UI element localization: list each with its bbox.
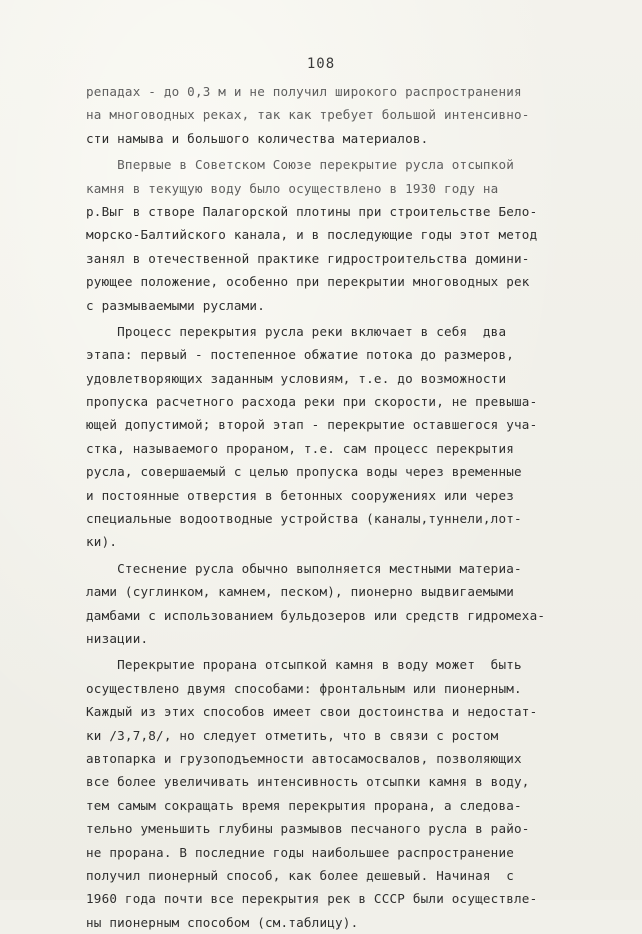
text-line: Процесс перекрытия русла реки включает в себя два [86, 323, 507, 339]
text-line: р.Выг в створе Палагорской плотины при строительстве Бело- [86, 203, 538, 219]
text-line: Каждый из этих способов имеет свои достоинства и недостат- [86, 704, 538, 720]
text-line: Впервые в Советском Союзе перекрытие русла отсыпкой [86, 157, 515, 173]
text-line: сти намыва и большого количества материалов. [86, 130, 429, 146]
text-line: камня в текущую воду было осуществлено в 1930 году на [86, 180, 499, 196]
text-line: этапа: первый - постепенное обжатие потока до размеров, [86, 347, 515, 363]
text-line: все более увеличивать интенсивность отсыпки камня в воду, [86, 774, 530, 790]
text-line: пропуска расчетного расхода реки при скорости, не превыша- [86, 394, 538, 410]
text-line: занял в отечественной практике гидростроительства домини- [86, 250, 530, 266]
text-line: лами (суглинком, камнем, песком), пионерно выдвигаемыми [86, 584, 515, 600]
text-line: тем самым сокращать время перекрытия прорана, а следова- [86, 797, 522, 813]
text-line: с размываемыми руслами. [86, 297, 265, 313]
text-line: и постоянные отверстия в бетонных сооружениях или через [86, 487, 515, 503]
text-line: 1960 года почти все перекрытия рек в СССР были осуществле- [86, 891, 538, 907]
text-line: Стеснение русла обычно выполняется местными материа- [86, 560, 522, 576]
text-line: ющей допустимой; второй этап - перекрытие оставшегося уча- [86, 417, 538, 433]
text-line: репадах - до 0,3 м и не получил широкого распространения [86, 84, 522, 99]
text-line: низации. [86, 630, 149, 646]
text-line: ки /3,7,8/, но следует отметить, что в связи с ростом [86, 727, 499, 743]
text-line: на многоводных реках, так как требует большой интенсивно- [86, 107, 530, 123]
text-line: автопарка и грузоподъемности автосамосвалов, позволяющих [86, 750, 522, 766]
text-line: получил пионерный способ, как более дешевый. Начиная с [86, 867, 515, 883]
text-line: дамбами с использованием бульдозеров или средств гидромеха- [86, 607, 546, 623]
body-text [86, 80, 596, 934]
text-line: ки). [86, 534, 118, 550]
text-line: тельно уменьшить глубины размывов песчаного русла в райо- [86, 821, 530, 837]
text-line: удовлетворяющих заданным условиям, т.е. до возможности [86, 370, 507, 386]
text-line: стка, называемого прораном, т.е. сам процесс перекрытия [86, 440, 515, 456]
text-line: русла, совершаемый с целью пропуска воды через временные [86, 464, 522, 480]
page-number: 108 [306, 56, 336, 72]
text-line: Перекрытие прорана отсыпкой камня в воду может быть [86, 657, 522, 673]
text-line: ны пионерным способом (см.таблицу). [86, 914, 359, 930]
text-line: не прорана. В последние годы наибольшее распространение [86, 844, 515, 860]
text-line: осуществлено двумя способами: фронтальным или пионерным. [86, 680, 522, 696]
text-line: морско-Балтийского канала, и в последующие годы этот метод [86, 227, 538, 243]
text-line: рующее положение, особенно при перекрытии многоводных рек [86, 274, 530, 290]
text-line: специальные водоотводные устройства (каналы,туннели,лот- [86, 511, 522, 527]
